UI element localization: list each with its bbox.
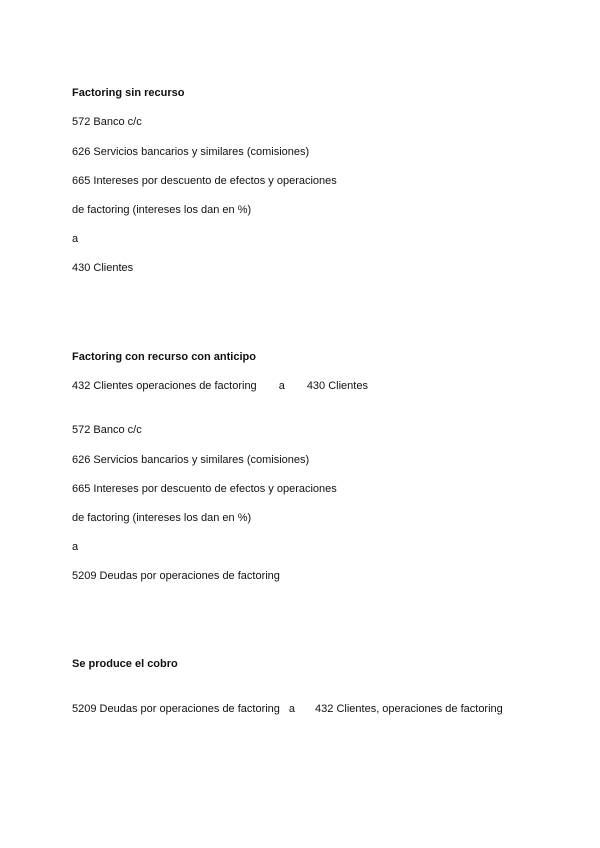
entry-line: 626 Servicios bancarios y similares (comisiones)	[72, 454, 310, 466]
section-heading-factoring-con-recurso: Factoring con recurso con anticipo	[72, 351, 256, 363]
entry-debit: 5209 Deudas por operaciones de factoring	[72, 703, 280, 715]
entry-line: 665 Intereses por descuento de efectos y operaciones	[72, 175, 337, 187]
entry-line: a	[72, 541, 79, 553]
entry-credit: 430 Clientes	[306, 380, 368, 392]
entry-a: a	[278, 380, 285, 392]
entry-line: 572 Banco c/c	[72, 116, 142, 128]
entry-line: 665 Intereses por descuento de efectos y operaciones	[72, 483, 337, 495]
entry-line: a	[72, 233, 79, 245]
section-heading-se-produce-el-cobro: Se produce el cobro	[72, 658, 178, 670]
section-heading-factoring-sin-recurso: Factoring sin recurso	[72, 87, 185, 99]
entry-debit: 432 Clientes operaciones de factoring	[72, 380, 257, 392]
entry-line: 430 Clientes	[72, 262, 134, 274]
entry-line: 5209 Deudas por operaciones de factoring	[72, 570, 280, 582]
entry-line: de factoring (intereses los dan en %)	[72, 204, 252, 216]
journal-entry-row	[72, 703, 503, 716]
entry-credit: 432 Clientes, operaciones de factoring	[315, 703, 503, 715]
entry-line: de factoring (intereses los dan en %)	[72, 512, 252, 524]
entry-a: a	[288, 703, 296, 715]
entry-line: 626 Servicios bancarios y similares (comisiones)	[72, 146, 310, 158]
entry-line: 572 Banco c/c	[72, 424, 142, 436]
journal-entry-row	[72, 380, 368, 393]
